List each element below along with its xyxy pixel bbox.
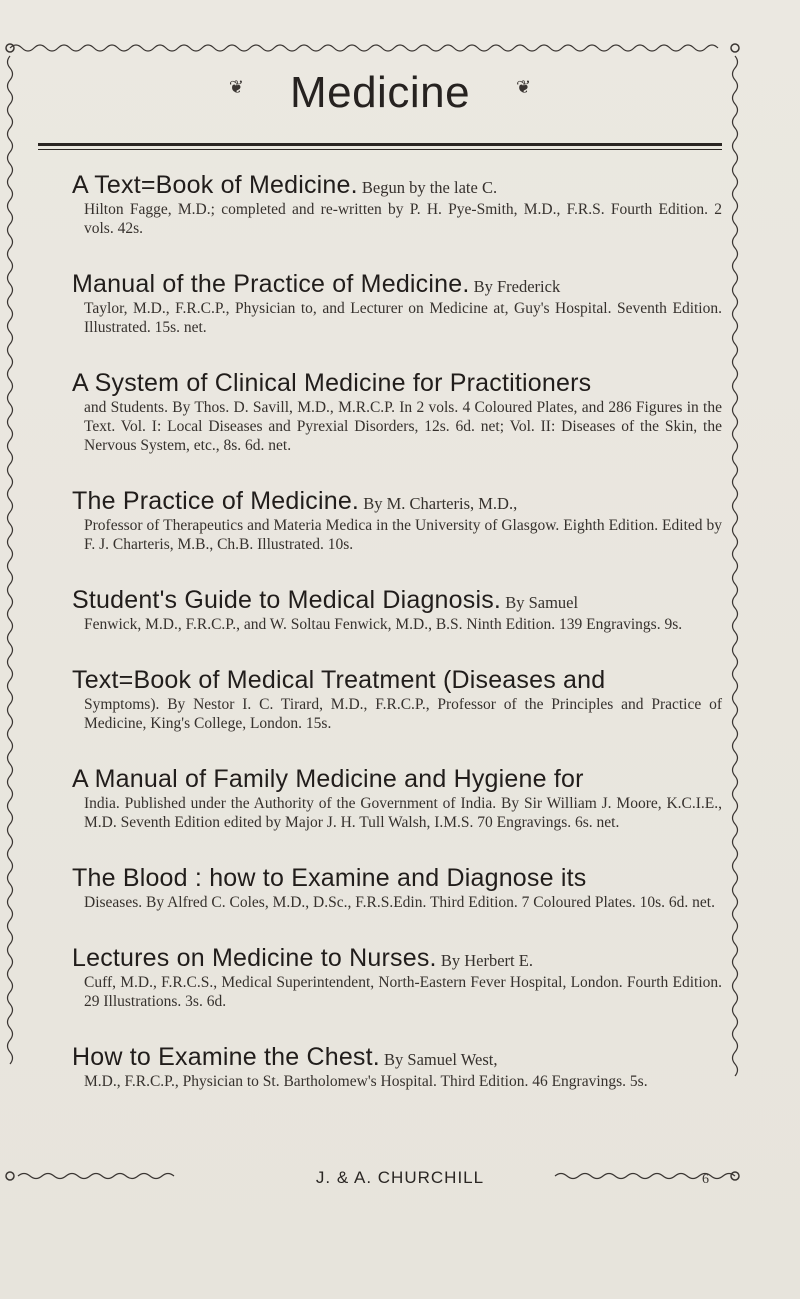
book-entry — [72, 368, 722, 455]
leaf-ornament-icon: ❦ — [228, 76, 244, 97]
page-header — [30, 68, 730, 138]
header-rule-thin — [38, 149, 722, 150]
book-title: The Blood : how to Examine and Diagnose its — [72, 864, 587, 892]
book-description: Fenwick, M.D., F.R.C.P., and W. Soltau Fenwick, M.D., B.S. Ninth Edition. 139 Engravings. 9s. — [84, 616, 683, 633]
book-title: How to Examine the Chest. — [72, 1043, 380, 1071]
book-entry — [72, 1042, 722, 1091]
book-entry — [72, 943, 722, 1011]
header-rule — [38, 143, 722, 146]
book-description: Symptoms). By Nestor I. C. Tirard, M.D., F.R.C.P., Professor of the Principles and Practice of Medicine, King's College, London. 15s. — [84, 696, 722, 732]
book-byline: By Samuel — [501, 593, 579, 612]
book-list — [72, 170, 722, 1122]
book-description: Professor of Therapeutics and Materia Medica in the University of Glasgow. Eighth Edition. Edited by F. J. Charteris, M.B., Ch.B. Illustrated. 10s. — [84, 517, 722, 553]
book-title: Student's Guide to Medical Diagnosis. — [72, 586, 502, 614]
leaf-ornament-icon: ❦ — [516, 76, 532, 97]
book-description: and Students. By Thos. D. Savill, M.D., M.R.C.P. In 2 vols. 4 Coloured Plates, and 286 Figures in the Text. Vol. I: Local Diseases and Pyrexial Disorders, 12s. 6d. net; Vol. II: Diseases of the Skin, the Nervous System, etc., 8s. 6d. net. — [84, 399, 722, 454]
book-description: Taylor, M.D., F.R.C.P., Physician to, and Lecturer on Medicine at, Guy's Hospital. Seventh Edition. Illustrated. 15s. net. — [84, 300, 722, 336]
book-title: A Manual of Family Medicine and Hygiene for — [72, 765, 584, 793]
book-description: Diseases. By Alfred C. Coles, M.D., D.Sc., F.R.S.Edin. Third Edition. 7 Coloured Plates. 10s. 6d. net. — [84, 894, 715, 911]
book-byline: By Frederick — [469, 277, 561, 296]
book-byline: By M. Charteris, M.D., — [359, 494, 518, 513]
book-entry — [72, 486, 722, 554]
book-description: India. Published under the Authority of the Government of India. By Sir William J. Moore, K.C.I.E., M.D. Seventh Edition edited by Major J. H. Tull Walsh, I.M.S. 70 Engravings. 6s. net. — [84, 795, 722, 831]
book-title: A Text=Book of Medicine. — [72, 171, 358, 199]
book-title: Lectures on Medicine to Nurses. — [72, 944, 437, 972]
book-description: M.D., F.R.C.P., Physician to St. Bartholomew's Hospital. Third Edition. 46 Engravings. 5s. — [84, 1073, 648, 1090]
book-description: Hilton Fagge, M.D.; completed and re-written by P. H. Pye-Smith, M.D., F.R.S. Fourth Edition. 2 vols. 42s. — [84, 201, 722, 237]
book-title: Text=Book of Medical Treatment (Diseases and — [72, 666, 606, 694]
page-number: 6 — [702, 1172, 709, 1187]
book-entry — [72, 170, 722, 238]
book-byline: By Herbert E. — [436, 951, 533, 970]
book-entry — [72, 665, 722, 733]
book-entry — [72, 764, 722, 832]
book-byline: By Samuel West, — [379, 1050, 498, 1069]
publisher-imprint: J. & A. CHURCHILL — [315, 1168, 485, 1187]
book-title: Manual of the Practice of Medicine. — [72, 270, 470, 298]
book-description: Cuff, M.D., F.R.C.S., Medical Superintendent, North-Eastern Fever Hospital, London. Fourth Edition. 29 Illustrations. 3s. 6d. — [84, 974, 722, 1010]
page-title: Medicine — [289, 68, 471, 117]
book-entry — [72, 269, 722, 337]
book-entry — [72, 863, 722, 912]
book-title: The Practice of Medicine. — [72, 487, 360, 515]
book-entry — [72, 585, 722, 634]
book-title: A System of Clinical Medicine for Practitioners — [72, 369, 592, 397]
book-byline: Begun by the late C. — [357, 178, 498, 197]
